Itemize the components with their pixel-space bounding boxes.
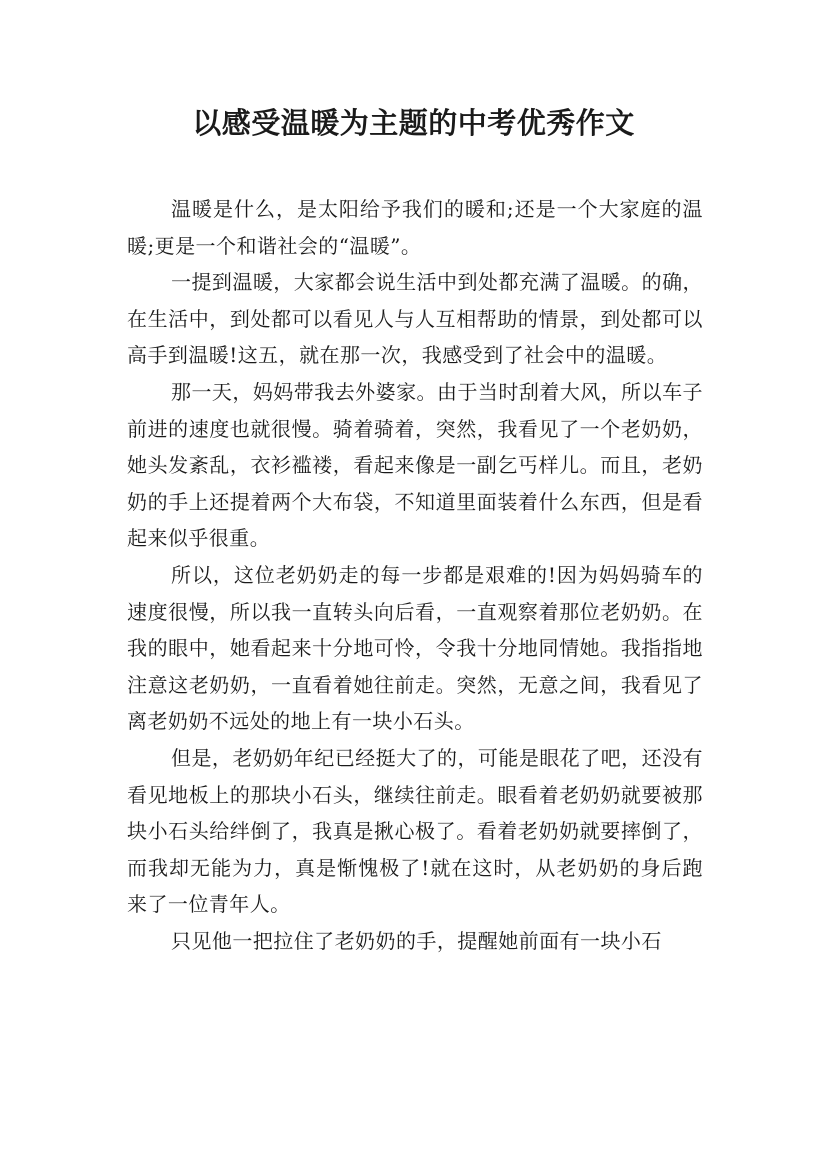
paragraph: 温暖是什么，是太阳给予我们的暖和;还是一个大家庭的温暖;更是一个和谐社会的“温暖”。: [127, 197, 703, 258]
paragraph: 只见他一把拉住了老奶奶的手，提醒她前面有一块小石: [171, 928, 662, 953]
paragraph: 但是，老奶奶年纪已经挺大了的，可能是眼花了吧，还没有看见地板上的那块小石头，继续往前走。眼看着老奶奶就要被那块小石头给绊倒了，我真是揪心极了。看着老奶奶就要摔倒了，而我却无能为力，真是惭愧极了!就在这时，从老奶奶的身后跑来了一位青年人。: [127, 745, 703, 917]
document-body: [127, 191, 703, 959]
paragraph: 所以，这位老奶奶走的每一步都是艰难的!因为妈妈骑车的速度很慢，所以我一直转头向后看，一直观察着那位老奶奶。在我的眼中，她看起来十分地可怜，令我十分地同情她。我指指地注意这老奶奶，一直看着她往前走。突然，无意之间，我看见了离老奶奶不远处的地上有一块小石头。: [127, 562, 703, 734]
paragraph: 一提到温暖，大家都会说生活中到处都充满了温暖。的确，在生活中，到处都可以看见人与人互相帮助的情景，到处都可以高手到温暖!这五，就在那一次，我感受到了社会中的温暖。: [127, 270, 703, 368]
document-title: 以感受温暖为主题的中考优秀作文: [192, 106, 635, 140]
paragraph: 那一天，妈妈带我去外婆家。由于当时刮着大风，所以车子前进的速度也就很慢。骑着骑着，突然，我看见了一个老奶奶，她头发紊乱，衣衫褴褛，看起来像是一副乞丐样儿。而且，老奶奶的手上还提着两个大布袋，不知道里面装着什么东西，但是看起来似乎很重。: [127, 379, 703, 551]
